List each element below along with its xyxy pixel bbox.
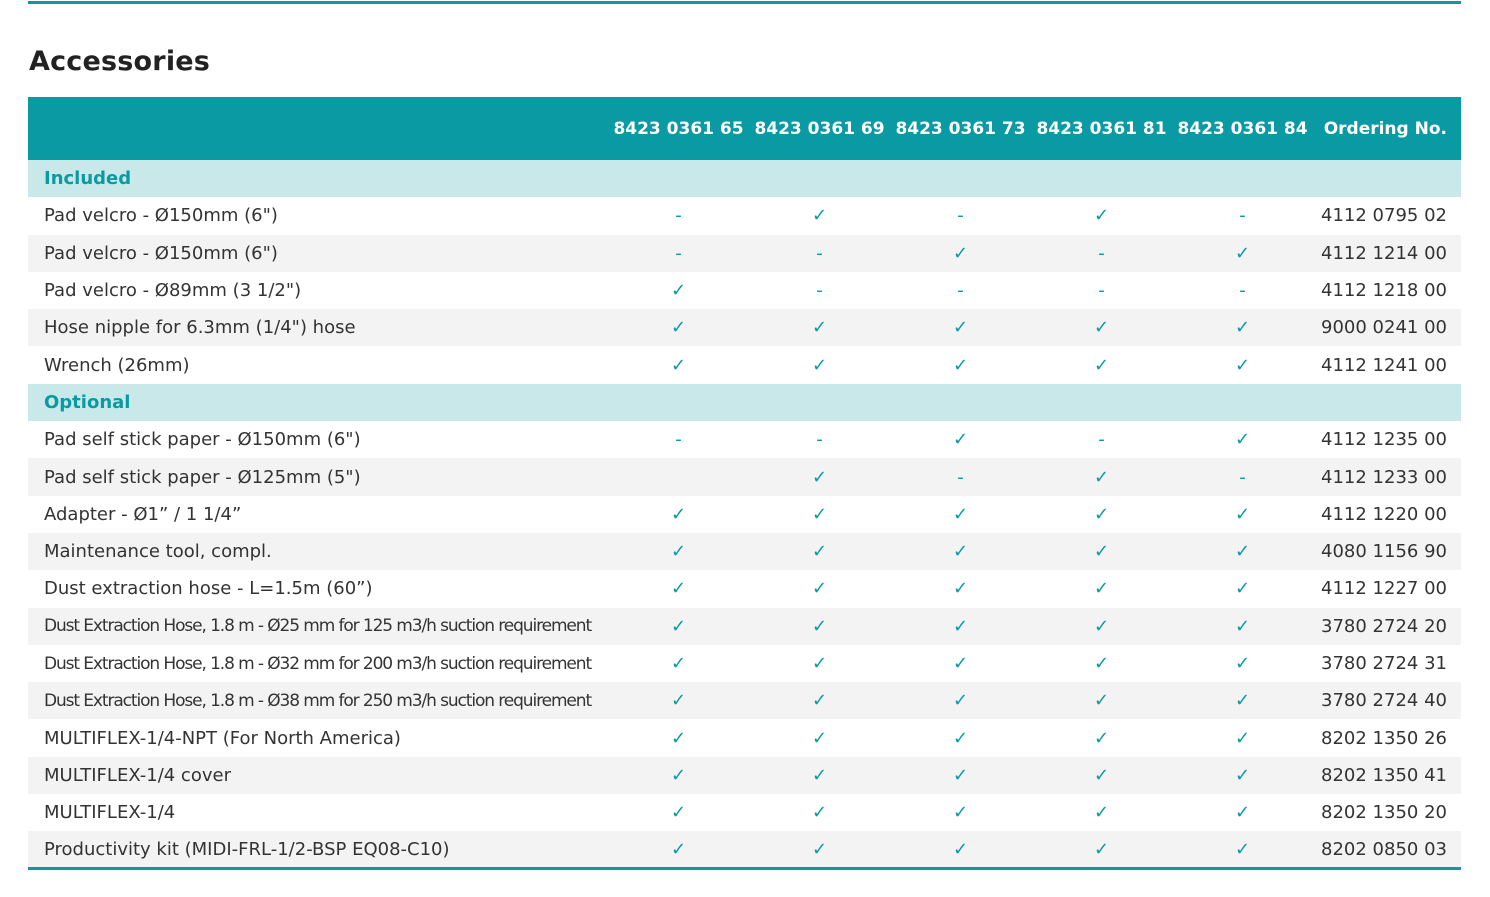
- table-row: [28, 719, 1461, 756]
- check-icon: ✓: [1234, 578, 1251, 600]
- check-icon: ✓: [1234, 354, 1251, 376]
- check-icon: ✓: [670, 354, 687, 376]
- table-row: [28, 608, 1461, 645]
- table-row: [28, 682, 1461, 719]
- check-icon: ✓: [1093, 615, 1110, 637]
- section-row: [28, 160, 1461, 197]
- check-icon: ✓: [811, 653, 828, 674]
- header-model: 8423 0361 81: [1036, 118, 1167, 139]
- availability-cell: -: [1239, 280, 1246, 302]
- accessory-name: MULTIFLEX-1/4-NPT (For North America): [44, 727, 401, 749]
- check-icon: ✓: [670, 615, 687, 637]
- table-row: [28, 645, 1461, 682]
- top-rule: [28, 1, 1461, 4]
- ordering-number: 3780 2724 40: [1321, 690, 1447, 712]
- check-icon: ✓: [952, 802, 969, 824]
- check-icon: ✓: [952, 317, 969, 339]
- table-body: [28, 160, 1461, 869]
- accessory-name: Dust Extraction Hose, 1.8 m - Ø38 mm for 250 m3/h suction requirement: [44, 690, 592, 711]
- check-icon: ✓: [952, 429, 969, 451]
- ordering-number: 4112 1235 00: [1321, 429, 1447, 451]
- accessory-name: Pad self stick paper - Ø150mm (6"): [44, 429, 361, 451]
- check-icon: ✓: [1093, 802, 1110, 824]
- check-icon: ✓: [952, 727, 969, 749]
- ordering-number: 8202 1350 41: [1321, 764, 1447, 786]
- check-icon: ✓: [670, 802, 687, 824]
- availability-cell: [608, 458, 749, 495]
- ordering-number: 4112 1233 00: [1321, 466, 1447, 488]
- ordering-number: 4112 1220 00: [1321, 503, 1447, 525]
- check-icon: ✓: [670, 317, 687, 339]
- check-icon: ✓: [1093, 838, 1110, 860]
- table-row: [28, 496, 1461, 533]
- check-icon: ✓: [670, 727, 687, 749]
- check-icon: ✓: [952, 242, 969, 264]
- check-icon: ✓: [1093, 503, 1110, 525]
- availability-cell: -: [1239, 466, 1246, 488]
- check-icon: ✓: [1093, 653, 1110, 674]
- check-icon: ✓: [1093, 466, 1110, 488]
- check-icon: ✓: [1093, 205, 1110, 227]
- check-icon: ✓: [1093, 690, 1110, 712]
- availability-cell: -: [957, 205, 964, 227]
- check-icon: ✓: [1093, 764, 1110, 786]
- header-model: 8423 0361 73: [895, 118, 1026, 139]
- check-icon: ✓: [1234, 653, 1251, 674]
- accessory-name: Pad self stick paper - Ø125mm (5"): [44, 466, 361, 488]
- ordering-number: 4112 1214 00: [1321, 242, 1447, 264]
- accessory-name: Pad velcro - Ø89mm (3 1/2"): [44, 280, 302, 302]
- check-icon: ✓: [811, 466, 828, 488]
- check-icon: ✓: [811, 205, 828, 227]
- page-title: Accessories: [29, 46, 211, 77]
- table-header-row: [28, 97, 1461, 160]
- check-icon: ✓: [1093, 727, 1110, 749]
- ordering-number: 3780 2724 31: [1321, 653, 1447, 674]
- check-icon: ✓: [1234, 727, 1251, 749]
- accessory-name: MULTIFLEX-1/4: [44, 802, 176, 824]
- check-icon: ✓: [811, 615, 828, 637]
- ordering-number: 4112 1227 00: [1321, 578, 1447, 600]
- availability-cell: -: [957, 280, 964, 302]
- check-icon: ✓: [952, 653, 969, 674]
- availability-cell: -: [1098, 242, 1105, 264]
- check-icon: ✓: [811, 838, 828, 860]
- table-row: [28, 272, 1461, 309]
- header-model: 8423 0361 65: [613, 118, 744, 139]
- check-icon: ✓: [811, 541, 828, 563]
- header-ordering-no: Ordering No.: [1323, 118, 1447, 139]
- accessories-table: [28, 97, 1461, 870]
- check-icon: ✓: [952, 354, 969, 376]
- check-icon: ✓: [952, 578, 969, 600]
- check-icon: ✓: [811, 690, 828, 712]
- accessory-name: Maintenance tool, compl.: [44, 541, 272, 563]
- accessory-name: Pad velcro - Ø150mm (6"): [44, 205, 278, 227]
- section-label: Optional: [44, 391, 131, 413]
- check-icon: ✓: [670, 541, 687, 563]
- header-model: 8423 0361 84: [1177, 118, 1308, 139]
- check-icon: ✓: [811, 727, 828, 749]
- ordering-number: 4112 0795 02: [1321, 205, 1447, 227]
- ordering-number: 8202 1350 20: [1321, 802, 1447, 824]
- table-row: [28, 757, 1461, 794]
- table-row: [28, 794, 1461, 831]
- ordering-number: 9000 0241 00: [1321, 317, 1447, 339]
- availability-cell: -: [957, 466, 964, 488]
- ordering-number: 8202 1350 26: [1321, 727, 1447, 749]
- accessory-name: Wrench (26mm): [44, 354, 190, 376]
- header-model: 8423 0361 69: [754, 118, 885, 139]
- availability-cell: -: [1098, 429, 1105, 451]
- check-icon: ✓: [1234, 429, 1251, 451]
- accessory-name: MULTIFLEX-1/4 cover: [44, 764, 231, 786]
- check-icon: ✓: [1234, 838, 1251, 860]
- check-icon: ✓: [811, 354, 828, 376]
- check-icon: ✓: [670, 838, 687, 860]
- check-icon: ✓: [670, 764, 687, 786]
- accessory-name: Dust Extraction Hose, 1.8 m - Ø25 mm for 125 m3/h suction requirement: [44, 616, 592, 637]
- table-row: [28, 570, 1461, 607]
- availability-cell: -: [816, 280, 823, 302]
- ordering-number: 4112 1241 00: [1321, 354, 1447, 376]
- check-icon: ✓: [952, 838, 969, 860]
- check-icon: ✓: [1234, 690, 1251, 712]
- availability-cell: -: [816, 242, 823, 264]
- accessory-name: Dust Extraction Hose, 1.8 m - Ø32 mm for 200 m3/h suction requirement: [44, 653, 592, 674]
- table-row: [28, 831, 1461, 868]
- availability-cell: -: [675, 205, 682, 227]
- check-icon: ✓: [1234, 503, 1251, 525]
- accessory-name: Hose nipple for 6.3mm (1/4") hose: [44, 317, 356, 339]
- check-icon: ✓: [1093, 354, 1110, 376]
- availability-cell: -: [816, 429, 823, 451]
- check-icon: ✓: [670, 578, 687, 600]
- ordering-number: 4112 1218 00: [1321, 280, 1447, 302]
- check-icon: ✓: [952, 541, 969, 563]
- ordering-number: 8202 0850 03: [1321, 838, 1447, 860]
- check-icon: ✓: [670, 280, 687, 302]
- section-row: [28, 384, 1461, 421]
- section-label: Included: [44, 168, 132, 190]
- check-icon: ✓: [811, 503, 828, 525]
- check-icon: ✓: [1093, 317, 1110, 339]
- check-icon: ✓: [1234, 317, 1251, 339]
- availability-cell: -: [675, 242, 682, 264]
- check-icon: ✓: [670, 690, 687, 712]
- accessory-name: Productivity kit (MIDI-FRL-1/2-BSP EQ08-C10): [44, 838, 450, 860]
- check-icon: ✓: [1234, 802, 1251, 824]
- check-icon: ✓: [1234, 764, 1251, 786]
- availability-cell: -: [1098, 280, 1105, 302]
- check-icon: ✓: [952, 615, 969, 637]
- ordering-number: 3780 2724 20: [1321, 615, 1447, 637]
- table-row: [28, 235, 1461, 272]
- header-blank: [28, 97, 608, 160]
- table-row: [28, 346, 1461, 383]
- check-icon: ✓: [811, 317, 828, 339]
- check-icon: ✓: [1093, 541, 1110, 563]
- check-icon: ✓: [1234, 242, 1251, 264]
- table-row: [28, 421, 1461, 458]
- accessory-name: Pad velcro - Ø150mm (6"): [44, 242, 278, 264]
- table-row: [28, 197, 1461, 234]
- check-icon: ✓: [1093, 578, 1110, 600]
- availability-cell: -: [675, 429, 682, 451]
- accessory-name: Adapter - Ø1” / 1 1/4”: [44, 503, 242, 525]
- table-row: [28, 533, 1461, 570]
- check-icon: ✓: [1234, 615, 1251, 637]
- check-icon: ✓: [811, 578, 828, 600]
- check-icon: ✓: [670, 503, 687, 525]
- check-icon: ✓: [670, 653, 687, 674]
- check-icon: ✓: [952, 503, 969, 525]
- check-icon: ✓: [952, 690, 969, 712]
- availability-cell: -: [1239, 205, 1246, 227]
- check-icon: ✓: [811, 764, 828, 786]
- accessory-name: Dust extraction hose - L=1.5m (60”): [44, 578, 373, 600]
- check-icon: ✓: [1234, 541, 1251, 563]
- check-icon: ✓: [811, 802, 828, 824]
- table-row: [28, 458, 1461, 495]
- check-icon: ✓: [952, 764, 969, 786]
- table-row: [28, 309, 1461, 346]
- ordering-number: 4080 1156 90: [1321, 541, 1447, 563]
